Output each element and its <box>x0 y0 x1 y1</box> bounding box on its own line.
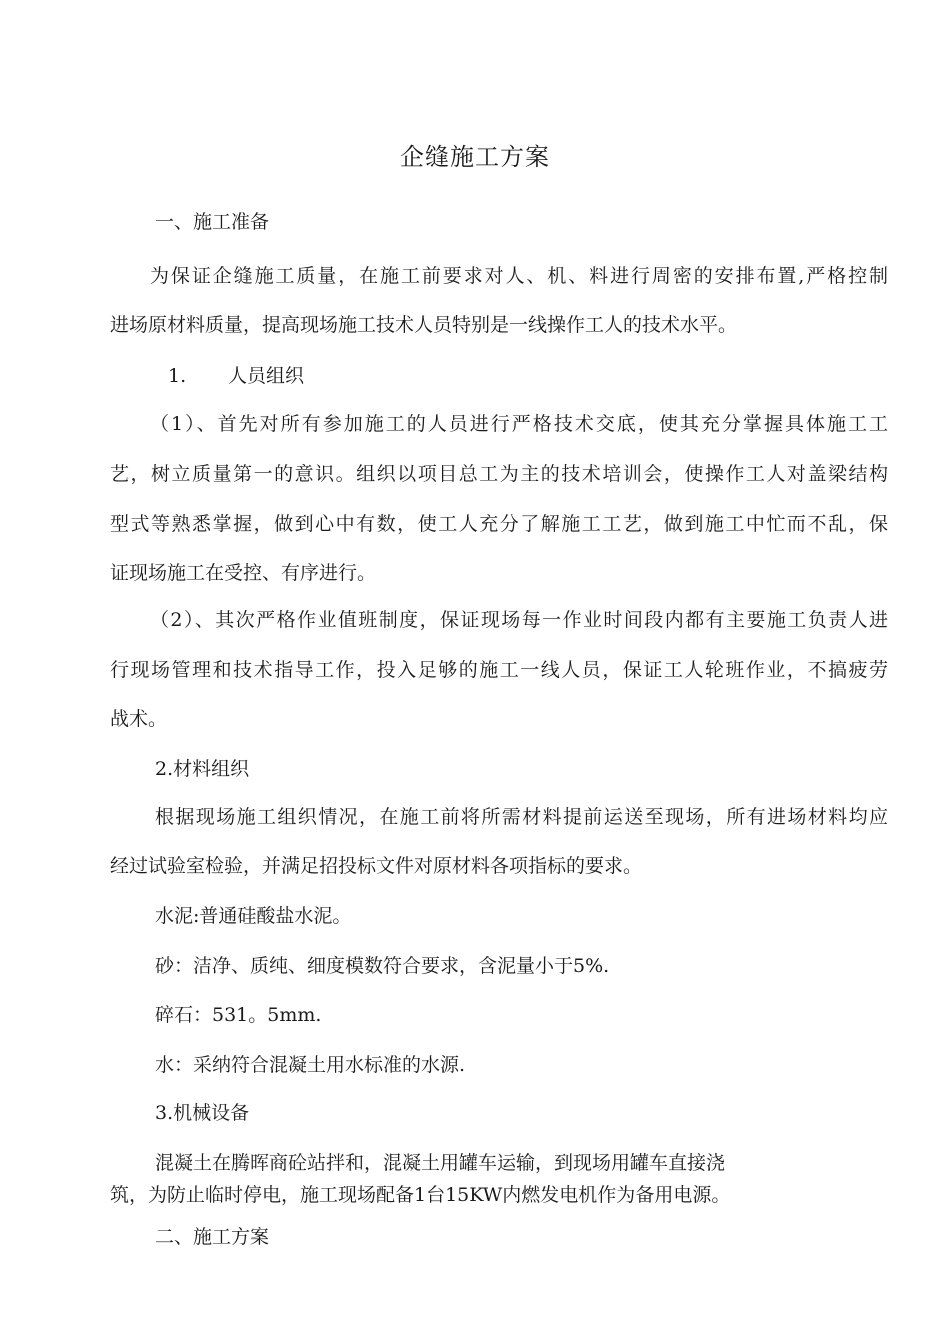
personnel-number: 1. <box>168 365 187 387</box>
materials-heading: 2.材料组织 <box>155 758 250 780</box>
material-sand: 砂：洁净、质纯、细度模数符合要求，含泥量小于5%. <box>155 955 610 977</box>
machinery-heading: 3.机械设备 <box>155 1102 250 1124</box>
personnel-p2-line-3: 战术。 <box>110 708 168 730</box>
personnel-p1-line-2: 艺，树立质量第一的意识。组织以项目总工为主的技术培训会，使操作工人对盖梁结构 <box>110 463 888 485</box>
machinery-p-line-2: 筑，为防止临时停电，施工现场配备1台15KW内燃发电机作为备用电源。 <box>110 1184 731 1206</box>
personnel-p2-line-2: 行现场管理和技术指导工作，投入足够的施工一线人员，保证工人轮班作业，不搞疲劳 <box>110 659 888 681</box>
materials-p-line-1: 根据现场施工组织情况，在施工前将所需材料提前运送至现场，所有进场材料均应 <box>155 806 888 828</box>
section-heading-preparation: 一、施工准备 <box>155 211 270 233</box>
personnel-p2-line-1: （2）、其次严格作业值班制度，保证现场每一作业时间段内都有主要施工负责人进 <box>150 609 888 631</box>
material-water: 水：采纳符合混凝土用水标准的水源. <box>155 1054 466 1076</box>
intro-line-2: 进场原材料质量，提高现场施工技术人员特别是一线操作工人的技术水平。 <box>110 314 738 336</box>
document-title: 企缝施工方案 <box>400 143 550 171</box>
personnel-p1-line-3: 型式等熟悉掌握，做到心中有数，使工人充分了解施工工艺，做到施工中忙而不乱，保 <box>110 513 888 535</box>
intro-line-1: 为保证企缝施工质量，在施工前要求对人、机、料进行周密的安排布置,严格控制 <box>150 265 888 287</box>
personnel-p1-line-1: （1）、首先对所有参加施工的人员进行严格技术交底，使其充分掌握具体施工工 <box>150 413 888 435</box>
machinery-p-line-1: 混凝土在腾晖商砼站拌和，混凝土用罐车运输，到现场用罐车直接浇 <box>155 1152 726 1174</box>
materials-p-line-2: 经过试验室检验，并满足招投标文件对原材料各项指标的要求。 <box>110 855 643 877</box>
personnel-heading: 人员组织 <box>228 365 305 387</box>
personnel-p1-line-4: 证现场施工在受控、有序进行。 <box>110 562 377 584</box>
material-cement: 水泥:普通硅酸盐水泥。 <box>155 905 352 927</box>
material-gravel: 碎石：531。5mm. <box>155 1004 322 1026</box>
section-heading-plan: 二、施工方案 <box>155 1226 270 1248</box>
